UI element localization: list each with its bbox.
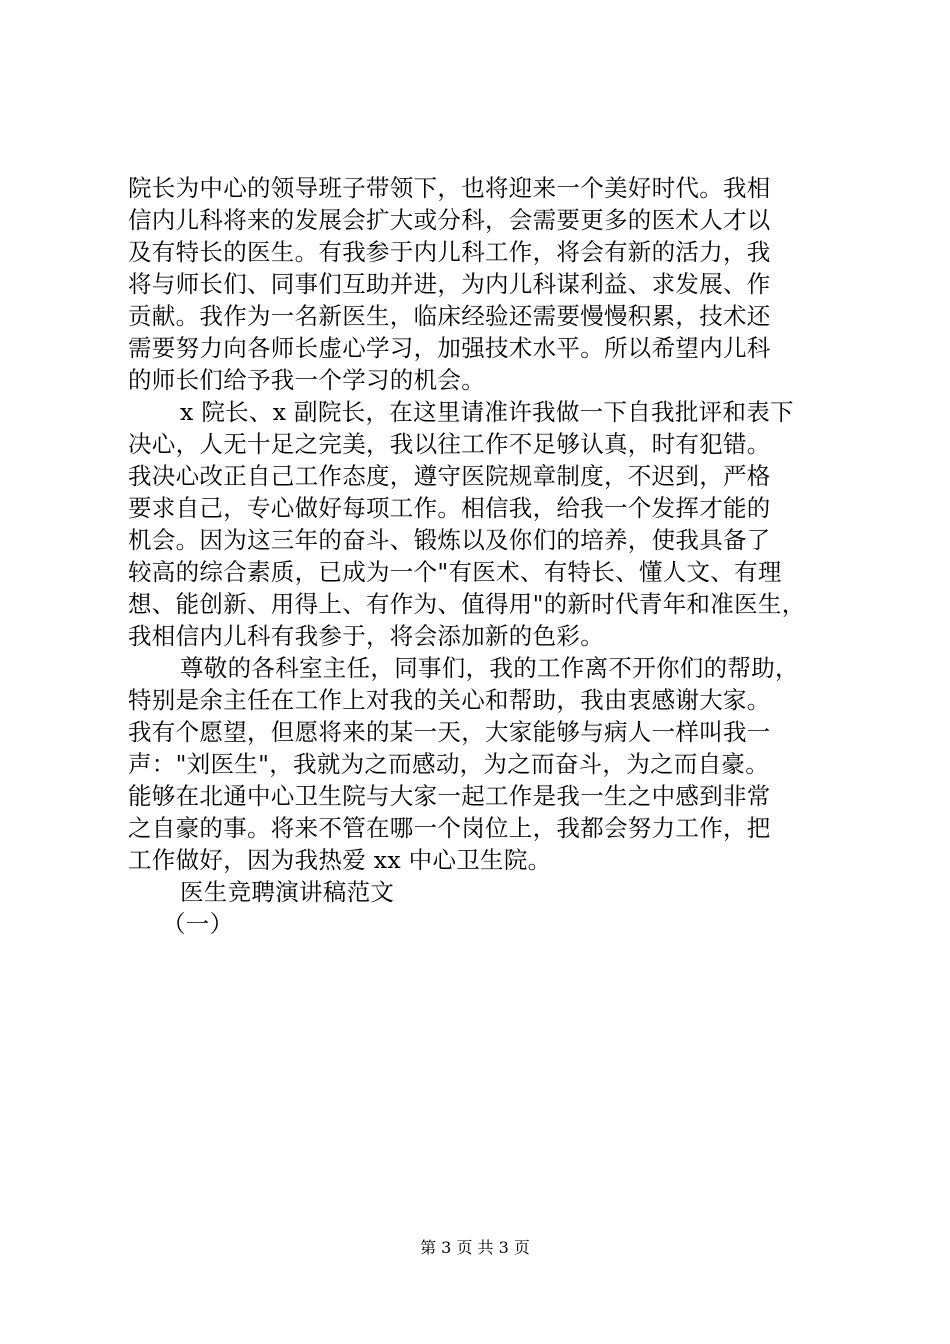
text-line: 将与师长们、同事们互助并进，为内儿科谋利益、求发展、作: [128, 270, 771, 298]
text-line: 我相信内儿科有我参于，将会添加新的色彩。: [128, 622, 604, 650]
text-line: 我有个愿望，但愿将来的某一天，大家能够与病人一样叫我一: [128, 718, 771, 746]
text-line: 声："刘医生"，我就为之而感动，为之而奋斗，为之而自豪。: [128, 750, 770, 778]
page-footer: 第 3 页 共 3 页: [420, 1238, 530, 1257]
text-line: 尊敬的各科室主任，同事们，我的工作离不开你们的帮助，: [180, 654, 799, 682]
text-line: 特别是余主任在工作上对我的关心和帮助，我由衷感谢大家。: [128, 686, 771, 714]
text-line: 贡献。我作为一名新医生，临床经验还需要慢慢积累，技术还: [128, 302, 771, 330]
text-line: 我决心改正自己工作态度，遵守医院规章制度，不迟到，严格: [128, 462, 771, 490]
text-line: 机会。因为这三年的奋斗、锻炼以及你们的培养，使我具备了: [128, 526, 771, 554]
text-line: 较高的综合素质，已成为一个"有医术、有特长、懂人文、有理: [128, 558, 782, 586]
text-line: 工作做好，因为我热爱 xx 中心卫生院。: [128, 846, 552, 874]
text-line: 决心，人无十足之完美，我以往工作不足够认真，时有犯错。: [128, 430, 771, 458]
text-line: 要求自己，专心做好每项工作。相信我，给我一个发挥才能的: [128, 494, 771, 522]
text-line: 之自豪的事。将来不管在哪一个岗位上，我都会努力工作，把: [128, 814, 771, 842]
document-body: [128, 172, 828, 940]
text-line: 及有特长的医生。有我参于内儿科工作，将会有新的活力，我: [128, 238, 771, 266]
text-line: 能够在北通中心卫生院与大家一起工作是我一生之中感到非常: [128, 782, 771, 810]
text-line: 想、能创新、用得上、有作为、值得用"的新时代青年和准医生，: [128, 590, 806, 618]
text-line: 院长为中心的领导班子带领下，也将迎来一个美好时代。我相: [128, 174, 771, 202]
text-line: x 院长、x 副院长，在这里请准许我做一下自我批评和表下: [180, 398, 794, 426]
text-line: 需要努力向各师长虚心学习，加强技术水平。所以希望内儿科: [128, 334, 771, 362]
text-line: 的师长们给予我一个学习的机会。: [128, 366, 485, 394]
text-line: 信内儿科将来的发展会扩大或分科，会需要更多的医术人才以: [128, 206, 771, 234]
section-number: （一）: [162, 910, 234, 938]
section-title: 医生竞聘演讲稿范文: [180, 878, 395, 906]
